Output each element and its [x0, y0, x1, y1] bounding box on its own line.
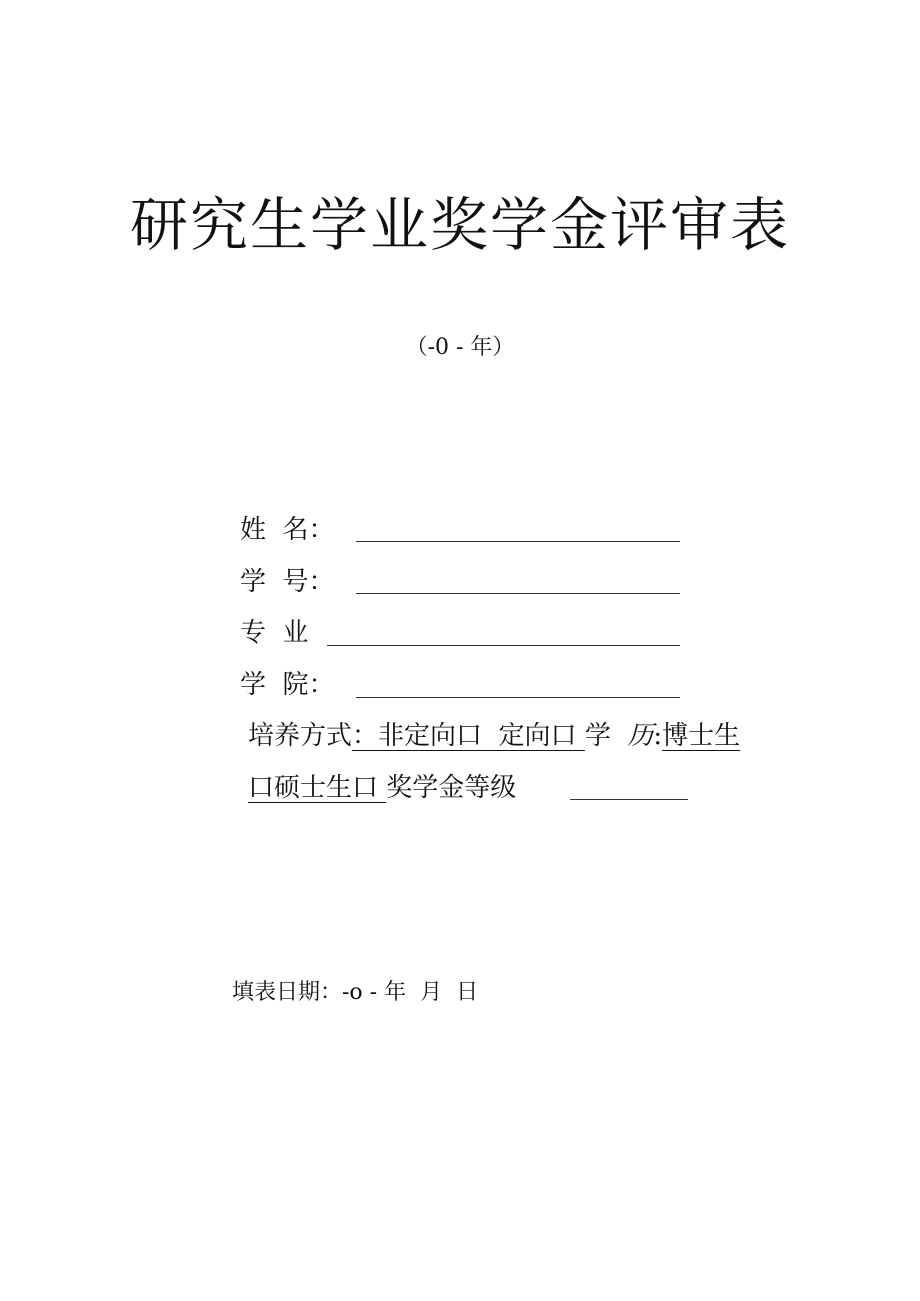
scholarship-level-field[interactable] [570, 799, 688, 800]
page-title: 研究生学业奖学金评审表 [129, 191, 790, 259]
major-row [240, 620, 309, 646]
training-mode-row [248, 723, 740, 749]
major-label: 专 业 [240, 618, 309, 648]
degree-level-row [248, 775, 516, 801]
college-label: 学 院： [240, 670, 335, 700]
name-row [240, 517, 335, 543]
degree-label-b: 历 [627, 721, 654, 751]
training-mode-label: 培养方式 [248, 721, 353, 751]
name-label: 姓 名： [240, 515, 335, 545]
fill-date: 填表日期：-o - 年 月 日 [232, 980, 479, 1005]
scholarship-level-label: 奖学金等级 [386, 773, 517, 803]
major-field[interactable] [327, 645, 680, 646]
academic-year: （-0 - 年） [405, 335, 515, 360]
student-id-field[interactable] [356, 593, 680, 594]
college-row [240, 672, 335, 698]
name-field[interactable] [356, 541, 680, 542]
student-id-row [240, 569, 335, 595]
degree-doctor-option[interactable]: 博士生 [662, 721, 741, 751]
student-id-label: 学 号： [240, 567, 335, 597]
degree-label-a: 学 [584, 721, 628, 751]
degree-colon: : [653, 721, 663, 751]
degree-master-option[interactable]: 口硕士生口 [248, 773, 387, 803]
college-field[interactable] [356, 697, 680, 698]
training-mode-options[interactable]: ：非定向口 定向口 [352, 721, 585, 751]
